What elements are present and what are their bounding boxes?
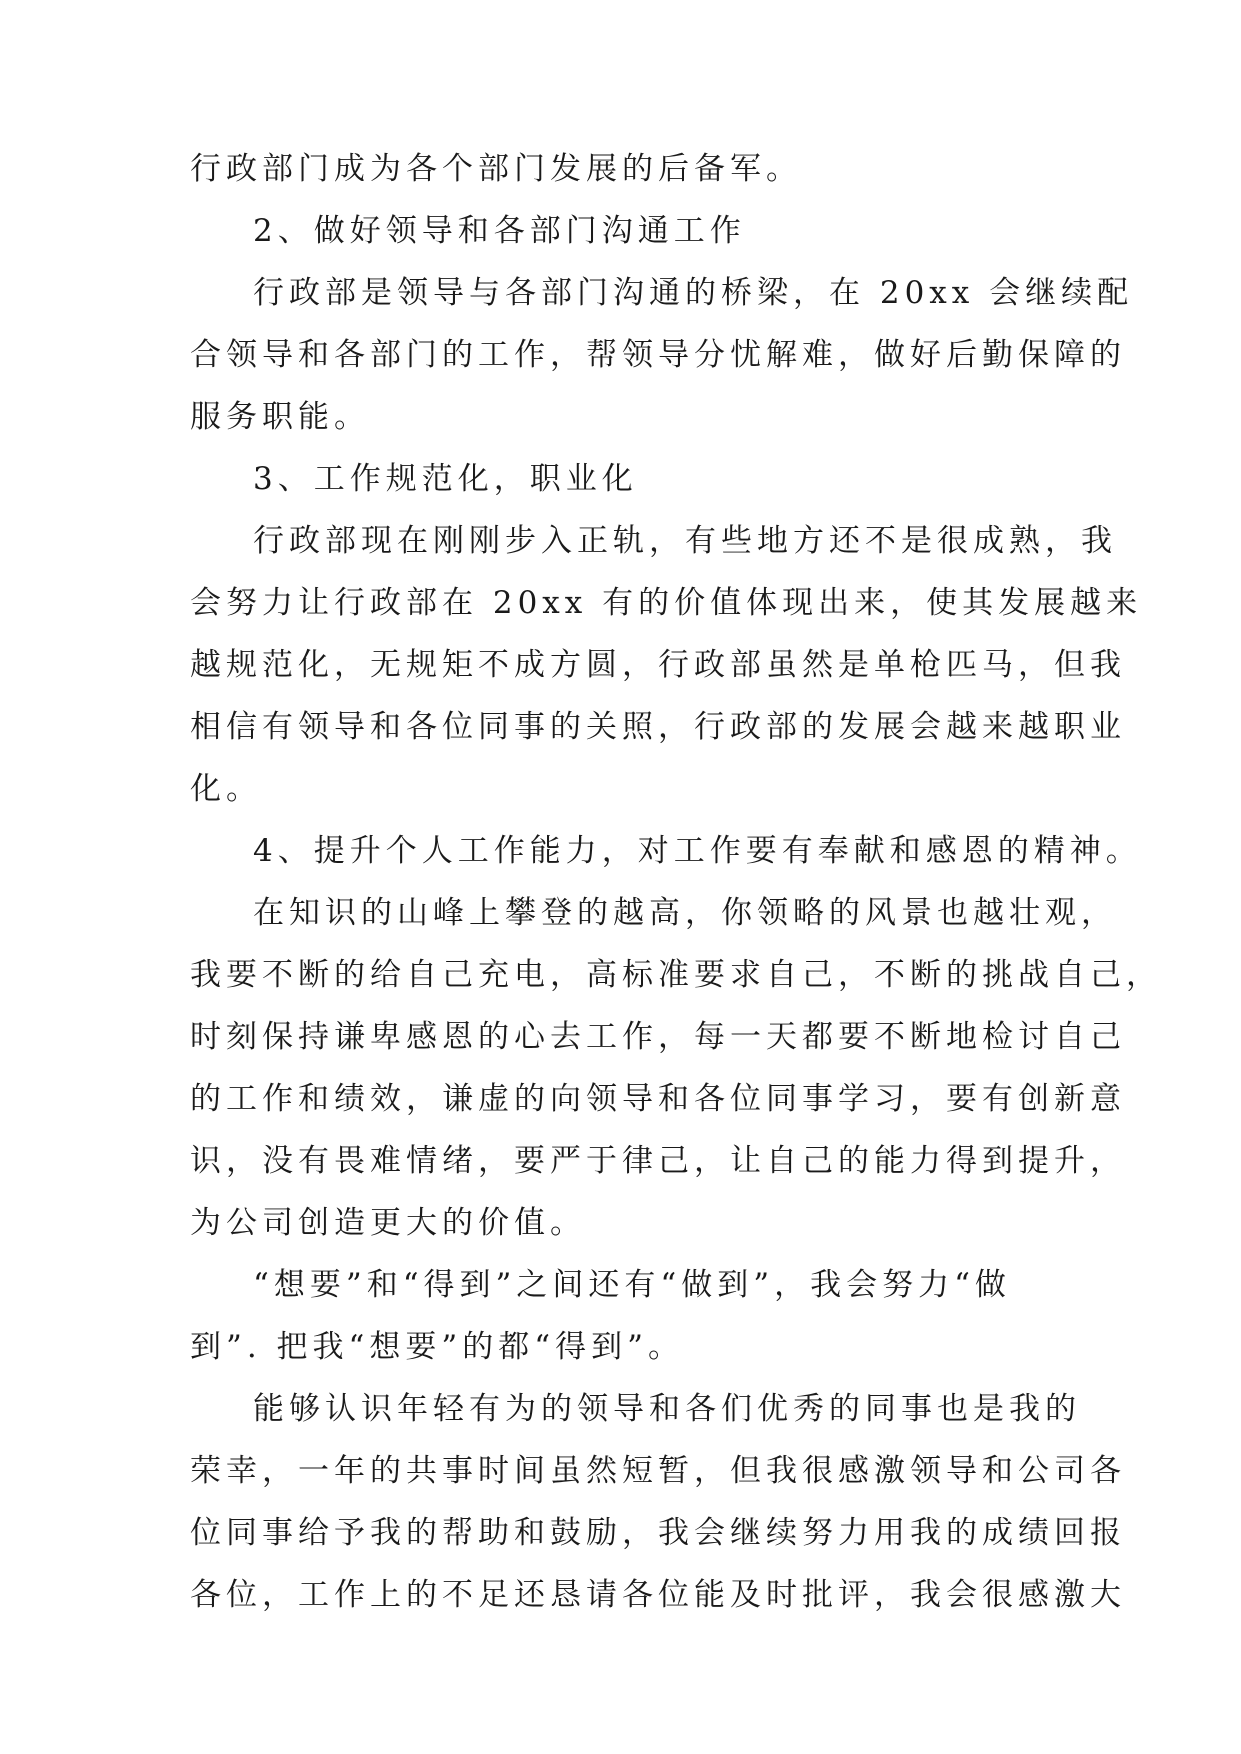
section-heading: 2、做好领导和各部门沟通工作 (253, 213, 746, 249)
text-line: 相信有领导和各位同事的关照，行政部的发展会越来越职业 (190, 709, 1126, 745)
text-line: 在知识的山峰上攀登的越高，你领略的风景也越壮观， (253, 895, 1117, 931)
text-line: 能够认识年轻有为的领导和各们优秀的同事也是我的 (253, 1391, 1081, 1427)
text-line: 识，没有畏难情绪，要严于律己，让自己的能力得到提升， (190, 1143, 1126, 1179)
text-line: 的工作和绩效，谦虚的向领导和各位同事学习，要有创新意 (190, 1081, 1126, 1117)
text-line: 各位，工作上的不足还恳请各位能及时批评，我会很感激大 (190, 1577, 1126, 1613)
text-line: 行政部门成为各个部门发展的后备军。 (190, 151, 802, 187)
text-line: 位同事给予我的帮助和鼓励，我会继续努力用我的成绩回报 (190, 1515, 1126, 1551)
text-line: 荣幸，一年的共事时间虽然短暂，但我很感激领导和公司各 (190, 1453, 1126, 1489)
text-line: 合领导和各部门的工作，帮领导分忧解难，做好后勤保障的 (190, 337, 1126, 373)
text-line: 会努力让行政部在 20xx 有的价值体现出来，使其发展越来 (190, 585, 1143, 621)
text-line: 越规范化，无规矩不成方圆，行政部虽然是单枪匹马，但我 (190, 647, 1126, 683)
section-heading: 3、工作规范化，职业化 (253, 461, 638, 497)
section-heading: 4、提升个人工作能力，对工作要有奉献和感恩的精神。 (253, 833, 1142, 869)
text-line: 行政部是领导与各部门沟通的桥梁，在 20xx 会继续配 (253, 275, 1134, 311)
text-line: 行政部现在刚刚步入正轨，有些地方还不是很成熟，我 (253, 523, 1117, 559)
text-line: 到”. 把我“想要”的都“得到”。 (190, 1329, 684, 1365)
text-line: 时刻保持谦卑感恩的心去工作，每一天都要不断地检讨自己 (190, 1019, 1126, 1055)
text-line: “想要”和“得到”之间还有“做到”，我会努力“做 (253, 1267, 1011, 1303)
text-line: 化。 (190, 771, 262, 807)
text-line: 我要不断的给自己充电，高标准要求自己，不断的挑战自己， (190, 957, 1162, 993)
text-line: 为公司创造更大的价值。 (190, 1205, 586, 1241)
text-line: 服务职能。 (190, 399, 370, 435)
